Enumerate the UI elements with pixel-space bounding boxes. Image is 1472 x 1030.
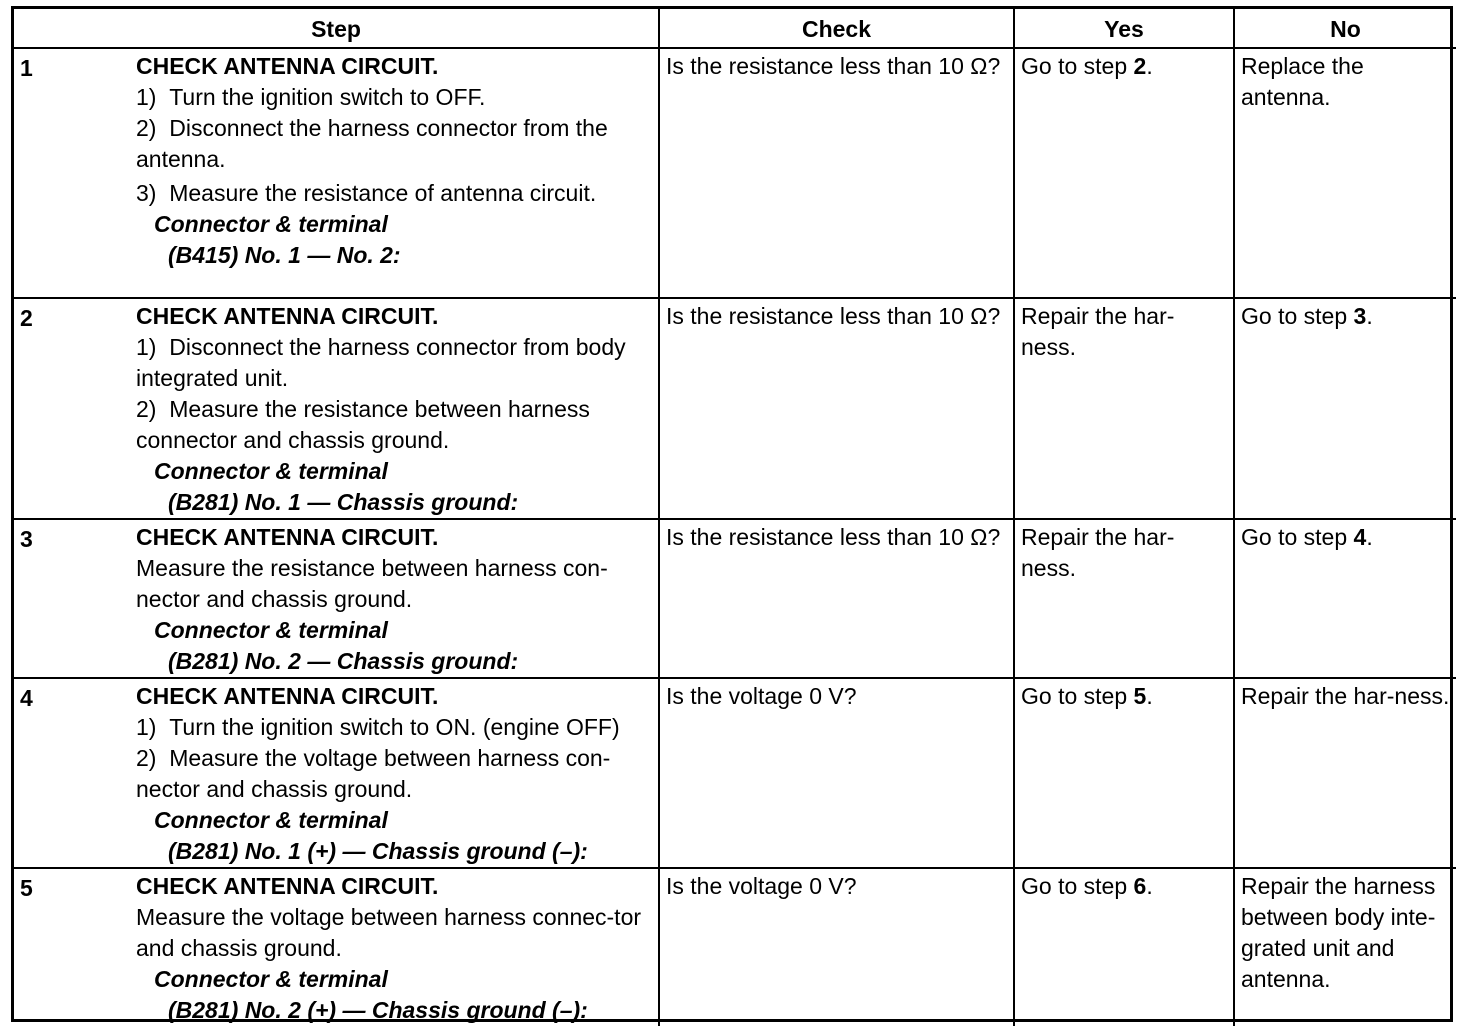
- check-question: Is the voltage 0 V?: [666, 873, 857, 899]
- step-title: CHECK ANTENNA CIRCUIT.: [136, 53, 439, 79]
- connector-terminal-label: Connector & terminal: [154, 807, 388, 833]
- connector-terminal-pins: (B415) No. 1 — No. 2:: [168, 242, 401, 268]
- no-action: Go to step 4.: [1241, 524, 1373, 550]
- yes-action: Go to step 5.: [1021, 683, 1153, 709]
- yes-action: Go to step 2.: [1021, 53, 1153, 79]
- step-instruction: 1) Turn the ignition switch to OFF.: [136, 84, 486, 110]
- table-header-row: [14, 9, 1456, 48]
- no-action: Replace the antenna.: [1241, 53, 1364, 110]
- yes-cell: [1014, 298, 1234, 519]
- step-instruction: 2) Disconnect the harness connector from the antenna.: [136, 115, 608, 172]
- step-cell: [14, 678, 659, 868]
- connector-terminal-pins: (B281) No. 1 — Chassis ground:: [168, 489, 519, 515]
- step-title: CHECK ANTENNA CIRCUIT.: [136, 683, 439, 709]
- column-header-no: No: [1234, 9, 1456, 48]
- no-cell: [1234, 48, 1456, 298]
- no-cell: [1234, 298, 1456, 519]
- step-instruction: Measure the voltage between harness connec-tor and chassis ground.: [136, 904, 642, 961]
- check-question: Is the resistance less than 10 Ω?: [666, 53, 1001, 79]
- table-row: [14, 298, 1456, 519]
- table-row: [14, 868, 1456, 1026]
- step-number: 1: [20, 55, 33, 81]
- connector-terminal-pins: (B281) No. 2 — Chassis ground:: [168, 648, 519, 674]
- step-number: 5: [20, 875, 33, 901]
- table-row: [14, 519, 1456, 678]
- step-title: CHECK ANTENNA CIRCUIT.: [136, 303, 439, 329]
- step-cell: [14, 519, 659, 678]
- step-cell: [14, 868, 659, 1026]
- yes-cell: [1014, 678, 1234, 868]
- no-cell: [1234, 868, 1456, 1026]
- yes-action: Go to step 6.: [1021, 873, 1153, 899]
- column-header-step: Step: [14, 9, 659, 48]
- connector-terminal-pins: (B281) No. 2 (+) — Chassis ground (–):: [168, 997, 588, 1023]
- step-instruction: 1) Turn the ignition switch to ON. (engine OFF): [136, 714, 620, 740]
- yes-cell: [1014, 868, 1234, 1026]
- step-title: CHECK ANTENNA CIRCUIT.: [136, 873, 439, 899]
- step-title: CHECK ANTENNA CIRCUIT.: [136, 524, 439, 550]
- no-action: Repair the har-ness.: [1241, 683, 1450, 709]
- step-number: 2: [20, 305, 33, 331]
- connector-terminal-label: Connector & terminal: [154, 458, 388, 484]
- connector-terminal-label: Connector & terminal: [154, 211, 388, 237]
- column-header-yes: Yes: [1014, 9, 1234, 48]
- connector-terminal-pins: (B281) No. 1 (+) — Chassis ground (–):: [168, 838, 588, 864]
- diagnostic-table-frame: [11, 6, 1453, 1022]
- diagnostic-table: [14, 9, 1456, 1026]
- no-cell: [1234, 678, 1456, 868]
- step-instruction: 2) Measure the resistance between harness connector and chassis ground.: [136, 396, 590, 453]
- yes-action: Repair the har-ness.: [1021, 303, 1175, 360]
- step-cell: [14, 298, 659, 519]
- check-question: Is the resistance less than 10 Ω?: [666, 524, 1001, 550]
- no-cell: [1234, 519, 1456, 678]
- no-action: Go to step 3.: [1241, 303, 1373, 329]
- step-number: 4: [20, 685, 33, 711]
- check-cell: [659, 298, 1014, 519]
- step-instruction: 1) Disconnect the harness connector from body integrated unit.: [136, 334, 626, 391]
- no-action: Repair the harness between body inte-grated unit and antenna.: [1241, 873, 1436, 992]
- step-cell: [14, 48, 659, 298]
- check-question: Is the resistance less than 10 Ω?: [666, 303, 1001, 329]
- check-cell: [659, 519, 1014, 678]
- yes-action: Repair the har-ness.: [1021, 524, 1175, 581]
- column-header-check: Check: [659, 9, 1014, 48]
- table-row: [14, 678, 1456, 868]
- step-instruction: 2) Measure the voltage between harness con-nector and chassis ground.: [136, 745, 611, 802]
- check-cell: [659, 678, 1014, 868]
- table-row: [14, 48, 1456, 298]
- check-question: Is the voltage 0 V?: [666, 683, 857, 709]
- check-cell: [659, 48, 1014, 298]
- check-cell: [659, 868, 1014, 1026]
- step-instruction: Measure the resistance between harness con-nector and chassis ground.: [136, 555, 608, 612]
- step-number: 3: [20, 526, 33, 552]
- connector-terminal-label: Connector & terminal: [154, 966, 388, 992]
- connector-terminal-label: Connector & terminal: [154, 617, 388, 643]
- step-instruction: 3) Measure the resistance of antenna circuit.: [136, 180, 597, 206]
- yes-cell: [1014, 48, 1234, 298]
- yes-cell: [1014, 519, 1234, 678]
